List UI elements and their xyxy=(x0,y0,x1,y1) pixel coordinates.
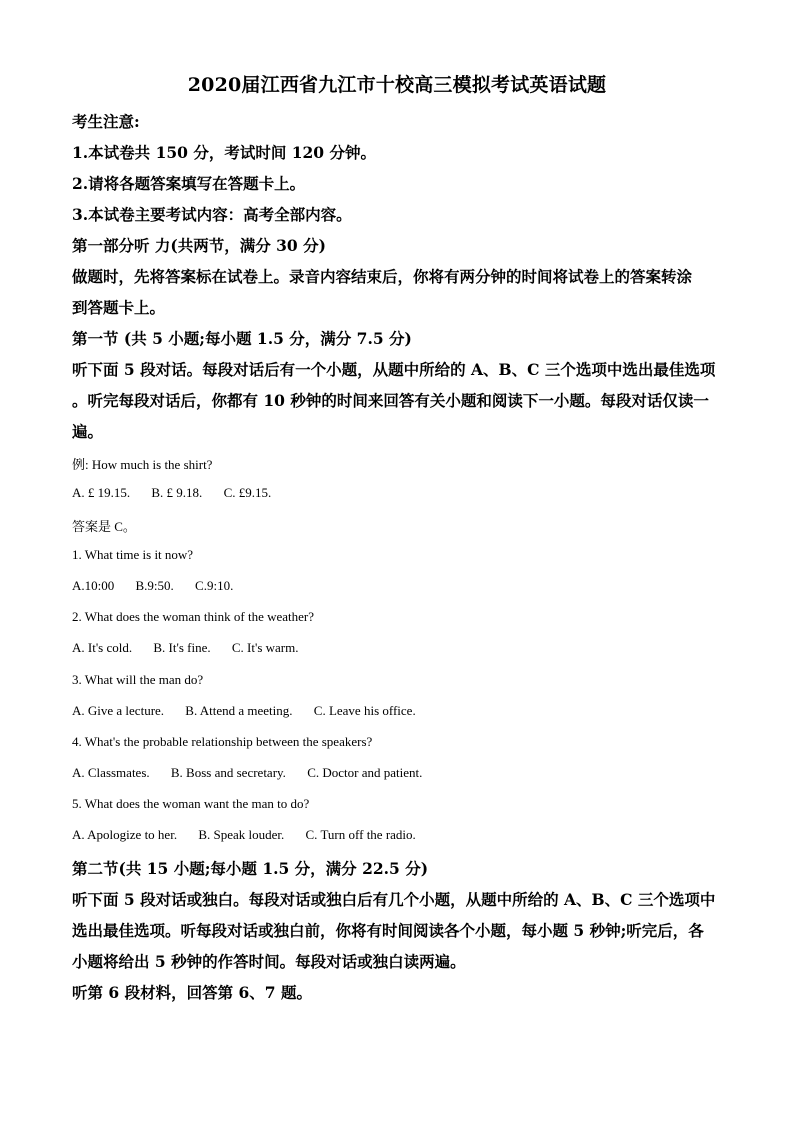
section2-instruction-line-3: 小题将给出 5 秒钟的作答时间。每段对话或独白读两遍。 xyxy=(72,952,466,971)
option-b: B. It's fine. xyxy=(153,640,211,655)
section1-heading: 第一节 (共 5 小题;每小题 1.5 分，满分 7.5 分) xyxy=(72,329,412,348)
question-4-options xyxy=(72,765,422,781)
question-3: 3. What will the man do? xyxy=(72,672,204,687)
part1-instruction-line-2: 到答题卡上。 xyxy=(72,298,166,317)
section1-instruction-line-2: 。听完每段对话后，你都有 10 秒钟的时间来回答有关小题和阅读下一小题。每段对话仅读一 xyxy=(72,391,709,410)
section2-instruction-line-2: 选出最佳选项。听每段对话或独白前，你将有时间阅读各个小题，每小题 5 秒钟;听完后，各 xyxy=(72,921,704,940)
option-a: A. Apologize to her. xyxy=(72,827,178,842)
question-1: 1. What time is it now? xyxy=(72,547,194,562)
option-c: C. Turn off the radio. xyxy=(305,827,416,842)
part1-instruction-line-1: 做题时，先将答案标在试卷上。录音内容结束后，你将有两分钟的时间将试卷上的答案转涂 xyxy=(72,267,693,286)
section2-heading: 第二节(共 15 小题;每小题 1.5 分，满分 22.5 分) xyxy=(72,859,429,878)
question-4: 4. What's the probable relationship between the speakers? xyxy=(72,734,373,749)
option-b: B. Attend a meeting. xyxy=(185,703,293,718)
question-3-options xyxy=(72,703,416,719)
example-option-b: B. £ 9.18. xyxy=(151,485,203,500)
section2-subheading: 听第 6 段材料，回答第 6、7 题。 xyxy=(72,983,312,1002)
section2-instruction-line-1: 听下面 5 段对话或独白。每段对话或独白后有几个小题，从题中所给的 A、B、C 三个选项中 xyxy=(72,890,716,909)
option-b: B. Boss and secretary. xyxy=(170,765,286,780)
section1-instruction-line-3: 遍。 xyxy=(72,422,104,441)
question-2-options xyxy=(72,640,298,656)
example-answer: 答案是 C。 xyxy=(72,519,136,534)
notice-item-1: 1.本试卷共 150 分，考试时间 120 分钟。 xyxy=(72,143,376,162)
question-1-options xyxy=(72,578,233,594)
option-c: C. Doctor and patient. xyxy=(307,765,423,780)
option-a: A. It's cold. xyxy=(72,640,133,655)
example-option-c: C. £9.15. xyxy=(223,485,272,500)
example-question: 例: How much is the shirt? xyxy=(72,457,213,472)
option-a: A.10:00 xyxy=(72,578,115,593)
part1-heading: 第一部分听 力(共两节，满分 30 分) xyxy=(72,236,326,255)
option-c: C. It's warm. xyxy=(231,640,299,655)
question-5-options xyxy=(72,827,416,843)
option-a: A. Give a lecture. xyxy=(72,703,165,718)
question-2: 2. What does the woman think of the weather? xyxy=(72,609,314,624)
example-option-a: A. £ 19.15. xyxy=(72,485,131,500)
option-b: B. Speak louder. xyxy=(198,827,285,842)
page-title: 2020届江西省九江市十校高三模拟考试英语试题 xyxy=(187,74,607,96)
option-c: C.9:10. xyxy=(195,578,234,593)
question-5: 5. What does the woman want the man to do? xyxy=(72,796,310,811)
example-options xyxy=(72,485,271,501)
option-c: C. Leave his office. xyxy=(313,703,416,718)
notice-item-2: 2.请将各题答案填写在答题卡上。 xyxy=(72,174,306,193)
notice-item-3: 3.本试卷主要考试内容：高考全部内容。 xyxy=(72,205,352,224)
option-a: A. Classmates. xyxy=(72,765,150,780)
section1-instruction-line-1: 听下面 5 段对话。每段对话后有一个小题，从题中所给的 A、B、C 三个选项中选出最佳选项 xyxy=(72,360,716,379)
notice-heading: 考生注意: xyxy=(72,112,140,131)
option-b: B.9:50. xyxy=(135,578,174,593)
